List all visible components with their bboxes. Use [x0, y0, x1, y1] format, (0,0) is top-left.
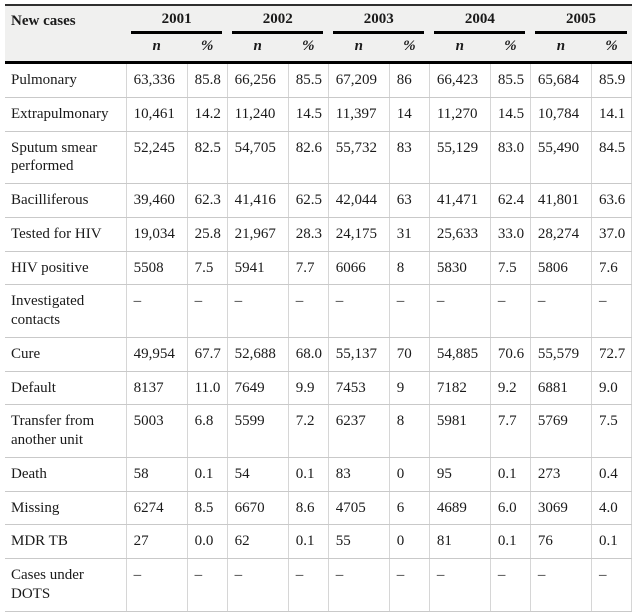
cell-n: 55,579 [530, 337, 591, 371]
cell-n: 54,885 [429, 337, 490, 371]
cell-pct: – [389, 285, 429, 338]
table-row [5, 97, 632, 131]
cell-pct: 0.1 [591, 525, 631, 559]
cell-n: 273 [530, 457, 591, 491]
cell-n: 8137 [126, 371, 187, 405]
cell-pct: 7.5 [187, 251, 227, 285]
cell-pct: 0.1 [187, 457, 227, 491]
cell-n: 55,129 [429, 131, 490, 184]
cell-pct: – [490, 285, 530, 338]
cell-n: 6881 [530, 371, 591, 405]
cell-pct: 0 [389, 525, 429, 559]
cell-n: 4705 [328, 491, 389, 525]
year-label: 2004 [434, 10, 525, 34]
cell-pct: 28.3 [288, 217, 328, 251]
year-label: 2002 [232, 10, 323, 34]
table-body [5, 63, 632, 612]
cell-n: 5599 [227, 405, 288, 458]
cell-n: 95 [429, 457, 490, 491]
year-header-row [5, 5, 632, 34]
cell-n: 6274 [126, 491, 187, 525]
data-table-container [5, 4, 633, 612]
cell-n: 11,270 [429, 97, 490, 131]
table-header [5, 5, 632, 63]
cell-n: – [429, 285, 490, 338]
cell-n: 54 [227, 457, 288, 491]
cell-n: 42,044 [328, 184, 389, 218]
table-row [5, 491, 632, 525]
cell-pct: 7.5 [490, 251, 530, 285]
cell-n: 55,137 [328, 337, 389, 371]
year-label: 2001 [131, 10, 222, 34]
cell-n: 25,633 [429, 217, 490, 251]
cell-pct: 6.0 [490, 491, 530, 525]
cell-n: 58 [126, 457, 187, 491]
cell-n: 5830 [429, 251, 490, 285]
cell-n: 66,423 [429, 63, 490, 98]
cell-pct: 31 [389, 217, 429, 251]
cell-pct: 0.1 [288, 457, 328, 491]
cell-pct: – [389, 559, 429, 612]
cell-n: 41,801 [530, 184, 591, 218]
cell-pct: 72.7 [591, 337, 631, 371]
row-label: Default [5, 371, 126, 405]
row-label: Pulmonary [5, 63, 126, 98]
cell-pct: 85.5 [288, 63, 328, 98]
cell-pct: 67.7 [187, 337, 227, 371]
row-label: Sputum smear performed [5, 131, 126, 184]
cell-n: 55 [328, 525, 389, 559]
cell-pct: 14 [389, 97, 429, 131]
cell-n: 5941 [227, 251, 288, 285]
sub-header-n-2004: n [429, 34, 490, 63]
cell-n: – [530, 285, 591, 338]
cell-n: – [126, 285, 187, 338]
cell-pct: 0.4 [591, 457, 631, 491]
sub-header-pct-2004: % [490, 34, 530, 63]
cell-n: 54,705 [227, 131, 288, 184]
row-label: Cure [5, 337, 126, 371]
cell-n: – [227, 285, 288, 338]
sub-header-pct-2002: % [288, 34, 328, 63]
cell-n: 5003 [126, 405, 187, 458]
cell-pct: 14.5 [490, 97, 530, 131]
cell-pct: 70 [389, 337, 429, 371]
cell-pct: 4.0 [591, 491, 631, 525]
cell-pct: 82.6 [288, 131, 328, 184]
table-row [5, 337, 632, 371]
cell-pct: 37.0 [591, 217, 631, 251]
cell-n: 41,416 [227, 184, 288, 218]
cell-n: 5769 [530, 405, 591, 458]
cell-n: 81 [429, 525, 490, 559]
cell-n: – [530, 559, 591, 612]
cell-n: 19,034 [126, 217, 187, 251]
table-row [5, 217, 632, 251]
cell-n: 67,209 [328, 63, 389, 98]
cell-n: 6066 [328, 251, 389, 285]
cell-pct: 62.5 [288, 184, 328, 218]
cell-n: 24,175 [328, 217, 389, 251]
year-header-2001 [126, 5, 227, 34]
cell-n: 5806 [530, 251, 591, 285]
cell-pct: 7.6 [591, 251, 631, 285]
cell-pct: 85.8 [187, 63, 227, 98]
cell-pct: 85.9 [591, 63, 631, 98]
cell-pct: 86 [389, 63, 429, 98]
table-row [5, 184, 632, 218]
cell-n: 28,274 [530, 217, 591, 251]
cell-n: 52,245 [126, 131, 187, 184]
year-header-2004 [429, 5, 530, 34]
row-label: MDR TB [5, 525, 126, 559]
cell-n: 5981 [429, 405, 490, 458]
table-row [5, 371, 632, 405]
cell-pct: 7.2 [288, 405, 328, 458]
cell-pct: 83 [389, 131, 429, 184]
cell-pct: 6.8 [187, 405, 227, 458]
cell-pct: 7.7 [288, 251, 328, 285]
cell-pct: 9 [389, 371, 429, 405]
row-label: Cases under DOTS [5, 559, 126, 612]
sub-header-pct-2003: % [389, 34, 429, 63]
cell-pct: – [288, 285, 328, 338]
year-header-2003 [328, 5, 429, 34]
table-row [5, 405, 632, 458]
table-row [5, 525, 632, 559]
cell-n: 4689 [429, 491, 490, 525]
cell-pct: 82.5 [187, 131, 227, 184]
cell-n: 21,967 [227, 217, 288, 251]
cell-pct: 63 [389, 184, 429, 218]
cell-n: 62 [227, 525, 288, 559]
cell-pct: 68.0 [288, 337, 328, 371]
row-label: Extrapulmonary [5, 97, 126, 131]
cell-n: 76 [530, 525, 591, 559]
cell-pct: 6 [389, 491, 429, 525]
cell-pct: 62.3 [187, 184, 227, 218]
cell-n: – [328, 285, 389, 338]
cell-n: 49,954 [126, 337, 187, 371]
year-header-2005 [530, 5, 631, 34]
sub-header-n-2002: n [227, 34, 288, 63]
cell-n: – [328, 559, 389, 612]
cell-pct: 11.0 [187, 371, 227, 405]
cell-n: 7182 [429, 371, 490, 405]
sub-header-n-2001: n [126, 34, 187, 63]
row-label: Bacilliferous [5, 184, 126, 218]
row-label: Missing [5, 491, 126, 525]
cell-n: 6670 [227, 491, 288, 525]
row-label: Tested for HIV [5, 217, 126, 251]
cell-n: 83 [328, 457, 389, 491]
table-row [5, 251, 632, 285]
row-label: Death [5, 457, 126, 491]
cell-n: 7453 [328, 371, 389, 405]
table-row [5, 63, 632, 98]
cell-n: – [429, 559, 490, 612]
row-label: HIV positive [5, 251, 126, 285]
cell-pct: – [187, 559, 227, 612]
cell-n: 11,240 [227, 97, 288, 131]
cell-pct: 8 [389, 405, 429, 458]
cell-pct: – [187, 285, 227, 338]
cell-pct: – [591, 559, 631, 612]
cell-n: 7649 [227, 371, 288, 405]
cell-pct: 0 [389, 457, 429, 491]
cell-pct: 9.2 [490, 371, 530, 405]
cell-pct: – [591, 285, 631, 338]
cell-pct: 0.0 [187, 525, 227, 559]
sub-header-n-2005: n [530, 34, 591, 63]
cell-n: 10,784 [530, 97, 591, 131]
cell-n: 55,490 [530, 131, 591, 184]
cell-pct: 0.1 [490, 457, 530, 491]
row-label: Investigated contacts [5, 285, 126, 338]
cell-n: 66,256 [227, 63, 288, 98]
cell-n: 65,684 [530, 63, 591, 98]
sub-header-pct-2001: % [187, 34, 227, 63]
sub-header-n-2003: n [328, 34, 389, 63]
cell-pct: 62.4 [490, 184, 530, 218]
cell-n: 11,397 [328, 97, 389, 131]
new-cases-table [5, 4, 632, 612]
new-cases-header: New cases [5, 5, 126, 63]
year-header-2002 [227, 5, 328, 34]
cell-n: 3069 [530, 491, 591, 525]
cell-pct: 9.9 [288, 371, 328, 405]
cell-pct: 70.6 [490, 337, 530, 371]
cell-pct: 83.0 [490, 131, 530, 184]
year-label: 2005 [535, 10, 626, 34]
cell-n: 63,336 [126, 63, 187, 98]
cell-pct: 14.2 [187, 97, 227, 131]
cell-n: 55,732 [328, 131, 389, 184]
cell-n: 10,461 [126, 97, 187, 131]
cell-n: – [126, 559, 187, 612]
cell-pct: 0.1 [490, 525, 530, 559]
cell-pct: 85.5 [490, 63, 530, 98]
year-label: 2003 [333, 10, 424, 34]
table-row [5, 559, 632, 612]
table-row [5, 457, 632, 491]
cell-pct: 7.7 [490, 405, 530, 458]
cell-pct: 63.6 [591, 184, 631, 218]
cell-pct: – [490, 559, 530, 612]
cell-n: 41,471 [429, 184, 490, 218]
cell-pct: – [288, 559, 328, 612]
table-row [5, 131, 632, 184]
cell-n: – [227, 559, 288, 612]
cell-n: 5508 [126, 251, 187, 285]
cell-pct: 14.5 [288, 97, 328, 131]
cell-pct: 33.0 [490, 217, 530, 251]
sub-header-pct-2005: % [591, 34, 631, 63]
cell-pct: 8.6 [288, 491, 328, 525]
cell-pct: 14.1 [591, 97, 631, 131]
cell-n: 52,688 [227, 337, 288, 371]
cell-pct: 84.5 [591, 131, 631, 184]
cell-pct: 8.5 [187, 491, 227, 525]
cell-pct: 25.8 [187, 217, 227, 251]
cell-pct: 0.1 [288, 525, 328, 559]
cell-pct: 7.5 [591, 405, 631, 458]
cell-n: 39,460 [126, 184, 187, 218]
cell-pct: 8 [389, 251, 429, 285]
table-row [5, 285, 632, 338]
row-label: Transfer from another unit [5, 405, 126, 458]
cell-pct: 9.0 [591, 371, 631, 405]
cell-n: 6237 [328, 405, 389, 458]
cell-n: 27 [126, 525, 187, 559]
